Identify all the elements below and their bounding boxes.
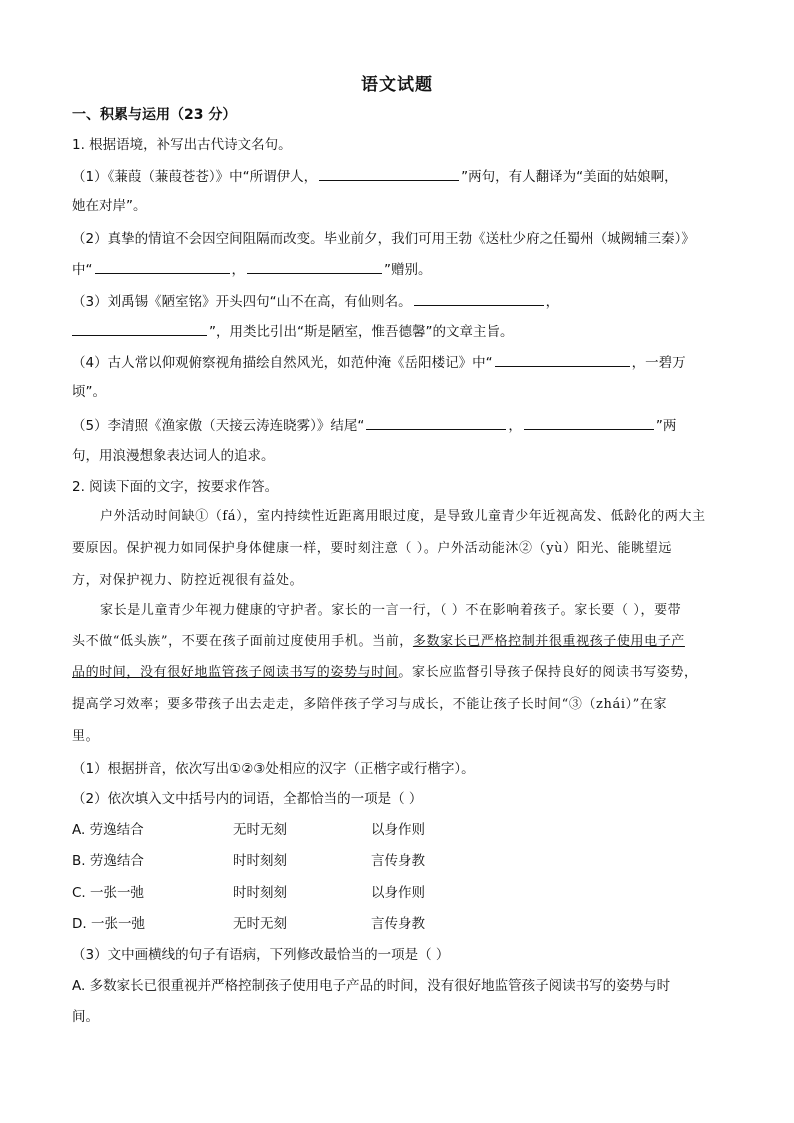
q1-item3-text-b: ， [545, 294, 560, 310]
passage-para2-line3 [72, 664, 722, 682]
option-b-word1[interactable]: B. 劳逸结合 [72, 853, 144, 869]
q2-sub3-option-a-line2[interactable]: 间。 [72, 1009, 99, 1025]
option-a-word1[interactable]: A. 劳逸结合 [72, 822, 144, 838]
q1-item1-text-a: （1）《蒹葭（蒹葭苍苍）》中“所谓伊人， [72, 169, 318, 185]
answer-blank[interactable] [247, 260, 382, 274]
q1-item2-text-c: ， [231, 262, 245, 278]
q2-sub2: （2）依次填入文中括号内的词语，全都恰当的一项是（ ） [72, 791, 423, 807]
option-d-word2: 无时无刻 [233, 916, 287, 932]
answer-blank[interactable] [319, 167, 459, 181]
passage-para1-line3: 方，对保护视力、防控近视很有益处。 [72, 573, 304, 588]
page-title: 语文试题 [361, 75, 433, 95]
passage-text: 头不做“低头族”，不要在孩子面前过度使用手机。当前， [72, 634, 413, 649]
q1-item1-line1 [72, 167, 722, 186]
q1-item3-line1 [72, 292, 722, 311]
q2-sub1: （1）根据拼音，依次写出①②③处相应的汉字（正楷字或行楷字）。 [72, 761, 475, 777]
q1-item2-text-b: 中“ [72, 262, 93, 278]
q1-item1-text-b: ”两句，有人翻译为“美面的姑娘啊， [461, 169, 678, 185]
q1-item4-text-b: ，一碧万 [631, 355, 686, 371]
underlined-sentence: 品的时间，没有很好地监管孩子阅读书写的姿势与时间 [72, 665, 399, 680]
option-d-word3: 言传身教 [371, 916, 425, 932]
q1-item5-line2: 句，用浪漫想象表达词人的追求。 [72, 448, 275, 464]
answer-blank[interactable] [524, 416, 654, 430]
q1-item1-line2: 她在对岸”。 [72, 198, 147, 214]
q1-item5-line1 [72, 416, 722, 435]
option-a-word2: 无时无刻 [233, 822, 287, 838]
option-c-word1[interactable]: C. 一张一弛 [72, 885, 145, 901]
q1-item2-line2 [72, 260, 722, 279]
q1-item5-text-c: ”两 [655, 418, 677, 434]
answer-blank[interactable] [414, 292, 544, 306]
option-c-word2: 时时刻刻 [233, 885, 287, 901]
answer-blank[interactable] [495, 353, 630, 367]
passage-para2-line5: 里。 [72, 729, 100, 744]
option-b-word3: 言传身教 [371, 853, 425, 869]
passage-para1-line2: 要原因。保护视力如同保护身体健康一样，要时刻注意（ ）。户外活动能沐②（yù）阳光、能眺望远 [72, 541, 672, 556]
q1-stem: 1. 根据语境，补写出古代诗文名句。 [72, 137, 292, 153]
option-a-word3: 以身作则 [371, 822, 425, 838]
underlined-sentence: 多数家长已严格控制并很重视孩子使用电子产 [412, 634, 685, 649]
answer-blank[interactable] [95, 260, 230, 274]
q1-item5-text-a: （5）李清照《渔家傲（天接云涛连晓雾）》结尾“ [72, 418, 365, 434]
q2-sub3-option-a-line1[interactable]: A. 多数家长已很重视并严格控制孩子使用电子产品的时间，没有很好地监管孩子阅读书写的姿势与时 [72, 978, 671, 994]
q1-item4-text-a: （4）古人常以仰观俯察视角描绘自然风光，如范仲淹《岳阳楼记》中“ [72, 355, 493, 371]
q1-item3-text-c: ”，用类比引出“斯是陋室，惟吾德馨”的文章主旨。 [209, 324, 514, 340]
answer-blank[interactable] [366, 416, 506, 430]
section-heading: 一、积累与运用（23 分） [72, 107, 237, 123]
q1-item5-text-b: ， [508, 418, 522, 434]
q1-item3-line2 [72, 322, 722, 341]
option-d-word1[interactable]: D. 一张一弛 [72, 916, 145, 932]
q1-item4-line2: 顷”。 [72, 384, 106, 400]
q2-stem: 2. 阅读下面的文字，按要求作答。 [72, 479, 279, 495]
q1-item2-text-d: ”赠别。 [384, 262, 432, 278]
passage-para1-line1: 户外活动时间缺①（fá），室内持续性近距离用眼过度，是导致儿童青少年近视高发、低龄化的两大主 [100, 509, 706, 524]
q2-sub3: （3）文中画横线的句子有语病，下列修改最恰当的一项是（ ） [72, 947, 450, 963]
answer-blank[interactable] [72, 322, 207, 336]
passage-para2-line2 [72, 633, 722, 651]
q1-item3-text-a: （3）刘禹锡《陋室铭》开头四句“山不在高，有仙则名。 [72, 294, 412, 310]
passage-para2-line1: 家长是儿童青少年视力健康的守护者。家长的一言一行，（ ）不在影响着孩子。家长要（ ），要带 [100, 603, 682, 618]
q1-item2-line1: （2）真挚的情谊不会因空间阻隔而改变。毕业前夕，我们可用王勃《送杜少府之任蜀州（城阙辅三秦）》 [72, 231, 695, 247]
passage-para2-line4: 提高学习效率；要多带孩子出去走走，多陪伴孩子学习与成长，不能让孩子长时间“③（zhái）”在家 [72, 697, 668, 712]
passage-text: 。家长应监督引导孩子保持良好的阅读书写姿势， [398, 665, 698, 680]
option-b-word2: 时时刻刻 [233, 853, 287, 869]
q1-item4-line1 [72, 353, 722, 372]
option-c-word3: 以身作则 [371, 885, 425, 901]
